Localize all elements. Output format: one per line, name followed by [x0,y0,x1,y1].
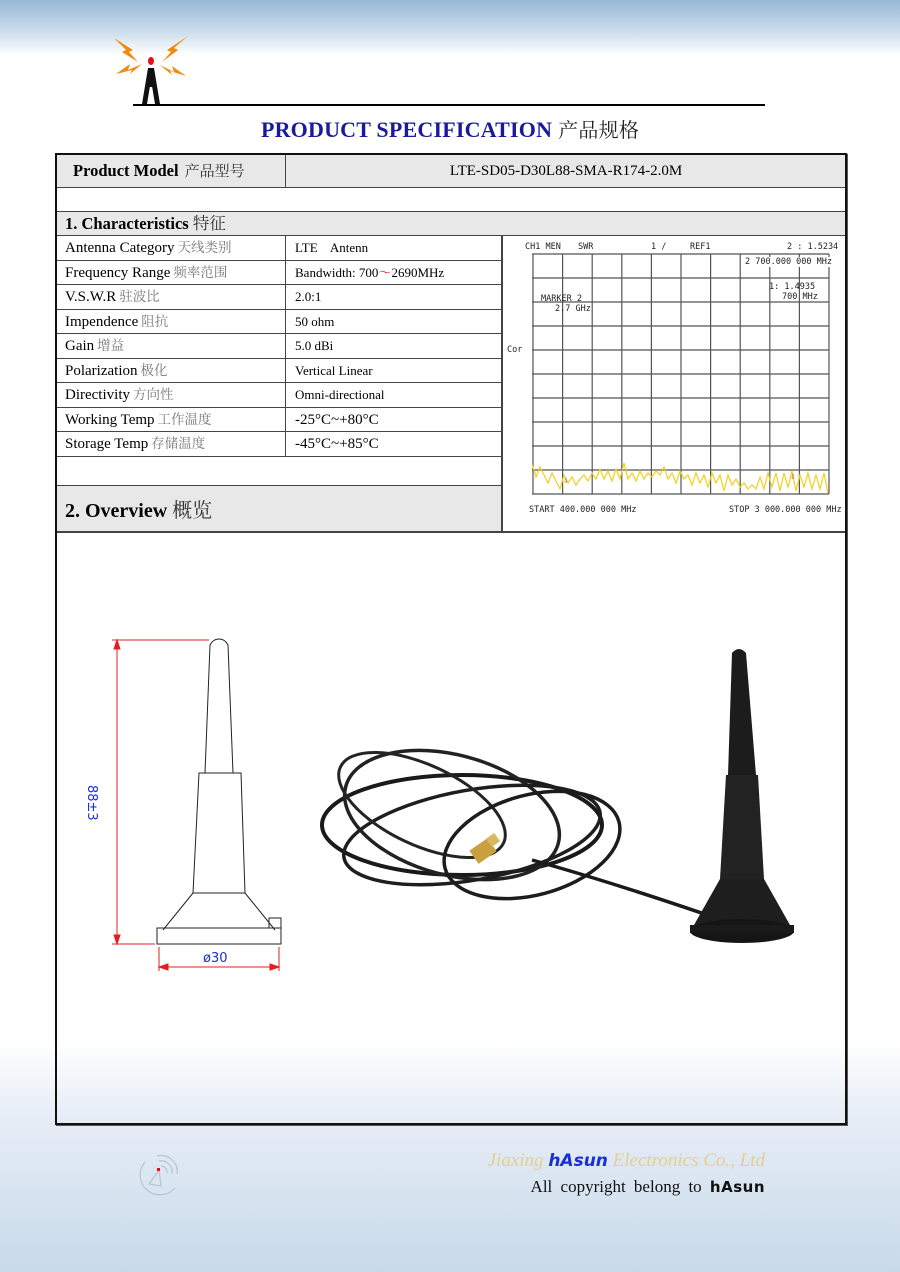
section-characteristics-header [57,212,845,236]
spec-label [57,261,286,285]
value-suffix: 2690MHz [391,264,445,280]
spec-label [57,359,286,383]
section-title-cn: 概览 [172,498,213,522]
label-en: Gain [65,338,95,354]
company-suffix: Electronics Co., Ltd [612,1150,765,1171]
chart-scale: 1 / [651,242,667,252]
spec-row-antenna-category [57,236,501,261]
page-title [0,114,900,143]
swr-trace [532,463,828,493]
footer-copyright [531,1177,765,1197]
spec-row-gain [57,334,501,359]
chart-mode: SWR [578,242,594,252]
company-prefix: Jiaxing [487,1150,544,1171]
spec-value: -45°C~+85°C [295,436,379,452]
marker-1-value: 1: 1.4935 [769,282,816,292]
chart-ref: REF1 [690,242,711,252]
label-en: Working Temp [65,411,155,428]
spec-label [57,432,286,456]
spec-value: 5.0 dBi [295,338,334,353]
spec-row-vswr [57,285,501,310]
label-cn: 增益 [97,338,125,354]
spec-row-directivity [57,383,501,408]
spec-value: LTE Antenn [295,240,369,255]
value-prefix: Bandwidth: 700 [295,264,379,280]
product-model-row [57,155,845,188]
section-title: 1. Characteristics [65,214,189,233]
marker-2-frequency: 2 700.000 000 MHz [745,257,832,267]
spec-label [57,334,286,358]
label-en: Impendence [65,313,139,330]
label-cn: 方向性 [132,387,174,403]
label-cn: 天线类别 [177,240,232,256]
spec-label [57,310,286,334]
vswr-chart [503,237,845,531]
label-cn: 驻波比 [119,289,160,305]
footer-company-name [488,1150,765,1172]
label-en: Frequency Range [65,264,171,281]
product-model-label [57,155,286,187]
label-cn: 产品型号 [184,162,245,180]
spec-value: Omni-directional [295,387,385,402]
antenna-dimension-drawing [84,635,337,975]
section-overview-header [57,485,501,531]
company-logo-icon [112,34,192,106]
chart-channel: CH1 MEN [525,242,561,252]
antenna-outline-icon [97,635,337,975]
label-en: Storage Temp [65,436,149,452]
label-en: Directivity [65,387,130,403]
spec-value: -25°C~+80°C [295,411,379,428]
chart-marker-reading: 2 : 1.5234 [787,242,839,252]
height-dimension-label: 88±3 [84,785,99,821]
label-cn: 阻抗 [141,313,169,330]
spec-label [57,236,286,260]
label-en: V.S.W.R [65,289,117,305]
chart-side-label: Cor [507,345,523,355]
spec-row-polarization [57,359,501,384]
company-brand: hAsun [548,1151,608,1171]
antenna-product-photo [302,645,822,985]
label-cn: 极化 [140,362,168,379]
spec-row-working-temp [57,408,501,433]
copyright-text: All copyright belong to [530,1177,702,1196]
label-en: Polarization [65,362,138,379]
diameter-dimension-label: ø30 [203,951,228,966]
marker-label: MARKER 2 [541,294,582,304]
spec-label [57,285,286,309]
spec-row-impedance [57,310,501,335]
title-en: PRODUCT SPECIFICATION [260,117,553,142]
header-rule [133,104,765,106]
spec-value: 2.0:1 [295,289,322,304]
title-cn: 产品规格 [558,118,640,142]
range-tilde: ～ [378,264,392,280]
label-cn: 工作温度 [157,411,212,428]
label-cn: 存储温度 [151,436,206,452]
spec-value: Vertical Linear [295,362,373,378]
section-title-cn: 特征 [192,214,226,233]
chart-start-frequency: START 400.000 000 MHz [529,505,637,515]
marker-1-icon: ⇩ [563,476,569,486]
copyright-brand: hAsun [709,1178,765,1196]
section-title: 2. Overview [65,500,168,522]
marker-2-icon: ⇩ [790,472,796,482]
label-en: Product Model [73,161,179,180]
spec-sheet [55,153,847,1125]
label-cn: 频率范围 [173,264,228,281]
marker-label-frequency: 2.7 GHz [555,304,591,314]
spec-label [57,383,286,407]
footer-antenna-icon [135,1148,183,1196]
spec-row-storage-temp [57,432,501,457]
spec-value: 50 ohm [295,313,335,329]
spec-label [57,408,286,432]
spec-row-frequency-range [57,261,501,286]
label-en: Antenna Category [65,240,175,256]
marker-1-frequency: 700 MHz [782,292,818,302]
product-model-value: LTE-SD05-D30L88-SMA-R174-2.0M [449,163,683,179]
spec-value [295,261,444,285]
spacer-row [57,188,845,212]
chart-stop-frequency: STOP 3 000.000 000 MHz [729,505,842,515]
section-divider [57,531,845,533]
